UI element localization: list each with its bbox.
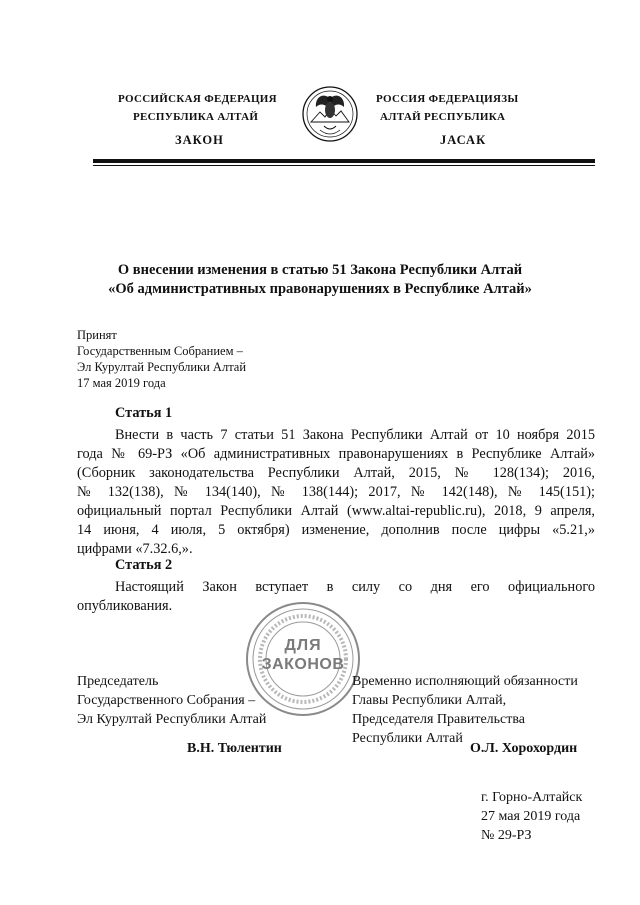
signature-right-line2: Главы Республики Алтай,: [352, 693, 507, 708]
adopted-line1: Принят: [77, 328, 117, 342]
signature-left-line2: Государственного Собрания –: [77, 693, 256, 708]
article1-line: Внести в часть 7 статьи 51 Закона Республики Алтай от 10 ноября 2015: [115, 427, 595, 443]
article1-body: [77, 426, 595, 559]
adopted-line2: Государственным Собранием –: [77, 344, 243, 358]
law-title-line2: «Об административных правонарушениях в Республике Алтай»: [108, 281, 532, 297]
article1-line: 14 июня, 4 июля, 5 октября) изменение, дополнив после цифры «5.21,»: [77, 522, 595, 538]
signature-left: [77, 672, 266, 729]
stamp-line2: ЗАКОНОВ: [261, 656, 345, 673]
footer-block: [481, 788, 582, 845]
header-left-line1: РОССИЙСКАЯ ФЕДЕРАЦИЯ: [118, 93, 277, 105]
signature-right-line3: Председателя Правительства: [352, 712, 526, 727]
signature-left-line3: Эл Курултай Республики Алтай: [77, 712, 267, 727]
article1-line: официальный портал Республики Алтай (www.altai-republic.ru), 2018, 9 апреля,: [77, 503, 595, 519]
article2-line: Настоящий Закон вступает в силу со дня его официального: [115, 579, 595, 595]
article1-line: (Сборник законодательства Республики Алтай, 2015, № 128(134); 2016,: [77, 465, 595, 481]
stamp-line1: ДЛЯ: [284, 637, 322, 654]
article1-line: года № 69-РЗ «Об административных правонарушениях в Республике Алтай»: [77, 446, 595, 462]
article1-line: № 132(138), № 134(140), № 138(144); 2017, № 142(148), № 145(151);: [77, 484, 595, 500]
signature-right-line1: Временно исполняющий обязанности: [352, 674, 578, 689]
header-rule-thick: [93, 159, 595, 163]
footer-number: № 29-РЗ: [481, 828, 532, 843]
article2-heading: Статья 2: [115, 557, 173, 573]
header-right-line1: РОССИЯ ФЕДЕРАЦИЯЗЫ: [376, 93, 519, 105]
header-left-doc-type: ЗАКОН: [175, 133, 224, 147]
header-right-doc-type: JАСАК: [440, 133, 487, 147]
article1-line: цифрами «7.32.6,».: [77, 541, 193, 557]
footer-place: г. Горно-Алтайск: [481, 790, 583, 805]
altai-republic-emblem-icon: [300, 82, 360, 148]
adopted-line3: Эл Курултай Республики Алтай: [77, 360, 247, 374]
signature-right-name: О.Л. Хорохордин: [470, 741, 578, 756]
header-right-line2: АЛТАЙ РЕСПУБЛИКА: [380, 111, 506, 123]
header-left-line2: РЕСПУБЛИКА АЛТАЙ: [133, 111, 259, 123]
signature-right-line4: Республики Алтай: [352, 731, 463, 746]
signature-left-name: В.Н. Тюлентин: [187, 741, 282, 756]
adopted-date: 17 мая 2019 года: [77, 376, 166, 390]
signature-left-line1: Председатель: [77, 674, 159, 689]
signature-right: [352, 672, 578, 748]
header-rule-thin: [93, 165, 595, 166]
adopted-label: [77, 327, 246, 391]
article2-line: опубликования.: [77, 598, 173, 614]
law-title-line1: О внесении изменения в статью 51 Закона Республики Алтай: [117, 262, 523, 278]
article1-heading: Статья 1: [115, 405, 173, 421]
footer-date: 27 мая 2019 года: [481, 809, 581, 824]
